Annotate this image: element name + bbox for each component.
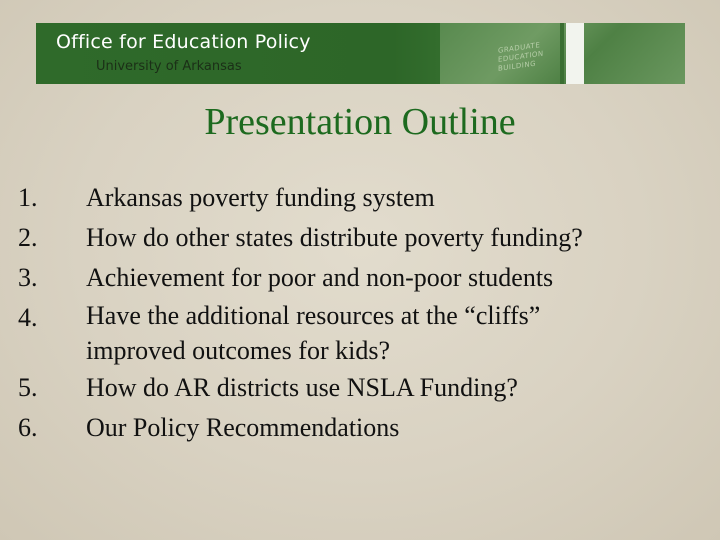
outline-item (18, 368, 583, 408)
item-text: Achievement for poor and non-poor students (86, 263, 554, 292)
item-text: How do other states distribute poverty funding? (86, 223, 583, 252)
item-number: 3. (18, 263, 38, 292)
item-number: 1. (18, 183, 38, 212)
item-number: 2. (18, 223, 38, 252)
item-text: Have the additional resources at the “cliffs” (86, 301, 541, 330)
photo-column (566, 23, 584, 84)
item-text: Arkansas poverty funding system (86, 183, 435, 212)
header-banner (36, 23, 685, 84)
outline-item (18, 258, 583, 298)
banner-title: Office for Education Policy (56, 31, 311, 53)
banner-subtitle: University of Arkansas (96, 59, 242, 74)
outline-item (18, 218, 583, 258)
outline-list (18, 178, 583, 448)
item-text: How do AR districts use NSLA Funding? (86, 373, 518, 402)
item-number: 6. (18, 413, 38, 442)
building-sign: GRADUATE EDUCATION BUILDING (498, 40, 544, 73)
outline-item (18, 178, 583, 218)
slide-title: Presentation Outline (204, 101, 516, 143)
outline-item (18, 408, 583, 448)
item-text-continued: improved outcomes for kids? (86, 336, 390, 365)
photo-divider (560, 23, 564, 84)
item-text: Our Policy Recommendations (86, 413, 400, 442)
item-number: 5. (18, 373, 38, 402)
item-number: 4. (18, 303, 38, 332)
outline-item (18, 298, 583, 368)
